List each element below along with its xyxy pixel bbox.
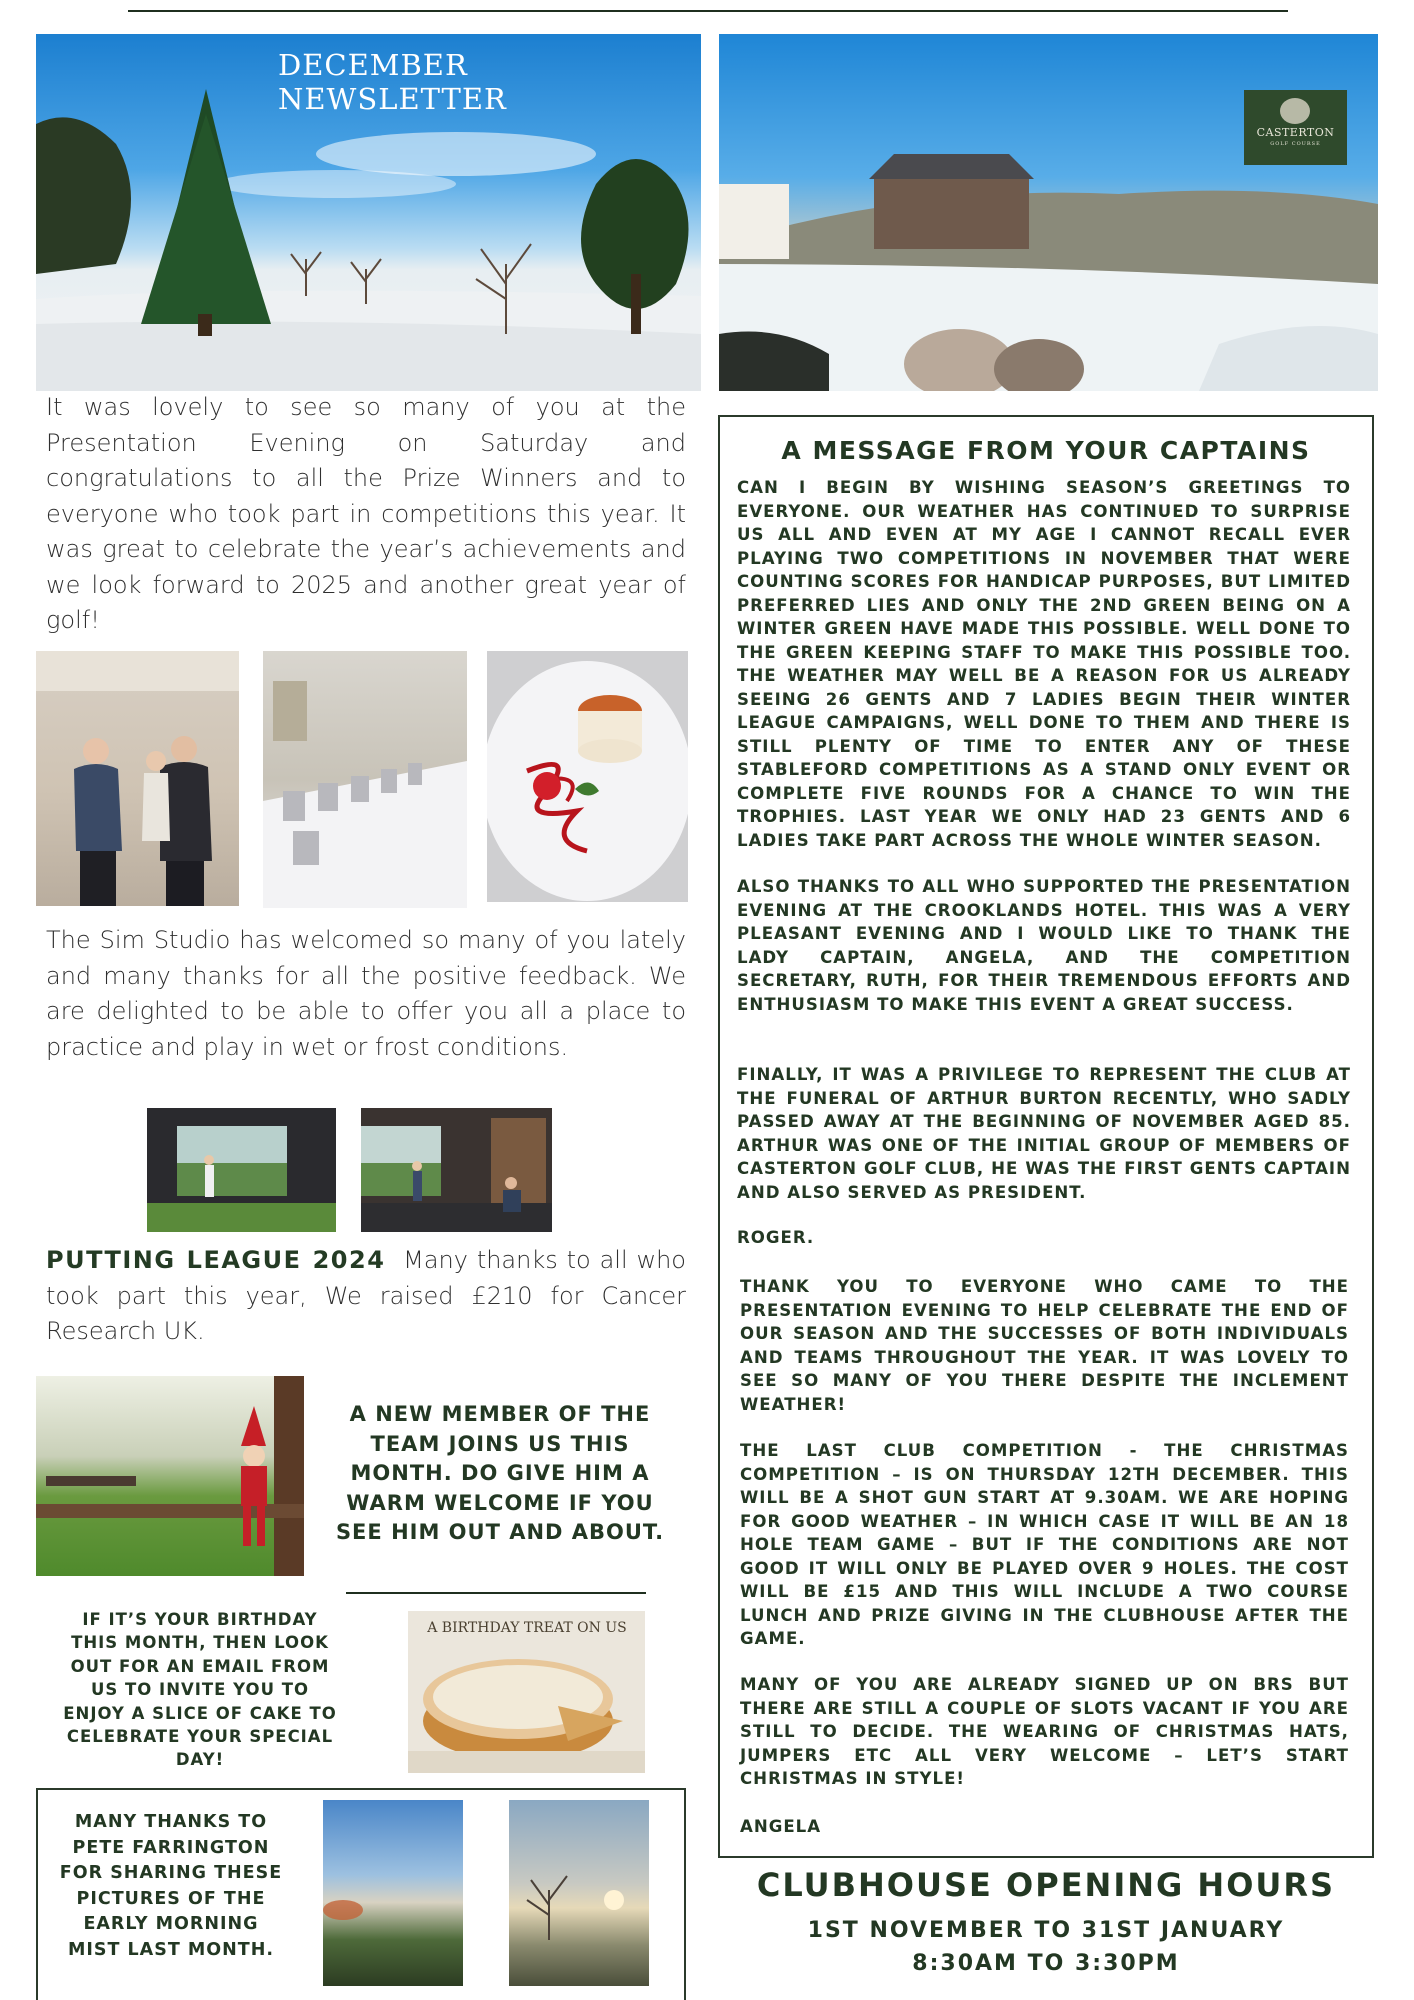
sim-studio-photo-2 <box>361 1108 552 1232</box>
top-divider <box>128 10 1288 12</box>
prize-presentation-photo <box>36 651 239 906</box>
logo-subtitle: GOLF COURSE <box>1270 141 1321 147</box>
morning-mist-photo-2 <box>509 1800 649 1986</box>
captains-para-1: CAN I BEGIN BY WISHING SEASON’S GREETINGS TO EVERYONE. OUR WEATHER HAS CONTINUED TO SURPRISE US ALL AND EVEN AT MY AGE I CANNOT RECALL EVER PLAYING TWO COMPETITIONS IN NOVEMBER THAT WERE COUNTING SCORES FOR HANDICAP PURPOSES, BUT LIMITED PREFERRED LIES AND ONLY THE 2ND GREEN BEING ON A WINTER GREEN HAVE MADE THIS POSSIBLE. WELL DONE TO THE GREEN KEEPING STAFF TO MAKE THIS POSSIBLE TOO. THE WEATHER MAY WELL BE A REASON FOR US ALREADY SEEING 26 GENTS AND 7 LADIES BEGIN THEIR WINTER LEAGUE CAMPAIGNS, WELL DONE TO THEM AND THERE IS STILL PLENTY OF TIME TO ENTER ANY OF THESE STABLEFORD COMPETITIONS AS A STAND ONLY EVENT OR COMPLETE FIVE ROUNDS FOR A CHANCE TO WIN THE TROPHIES. LAST YEAR WE ONLY HAD 23 GENTS AND 6 LADIES TAKE PART ACROSS THE WHOLE WINTER SEASON. <box>737 478 1351 850</box>
captains-title: A MESSAGE FROM YOUR CAPTAINS <box>781 436 1311 465</box>
tree-logo-icon <box>1280 98 1310 124</box>
dessert-plate-photo <box>487 651 688 902</box>
casterton-logo <box>1244 90 1347 165</box>
sim-studio-photo-1 <box>147 1108 336 1232</box>
captains-signature-angela: ANGELA <box>740 1817 822 1836</box>
opening-hours-dates: 1ST NOVEMBER TO 31ST JANUARY <box>807 1918 1285 1943</box>
captains-signature-roger: ROGER. <box>737 1228 815 1247</box>
birthday-cake-caption: A BIRTHDAY TREAT ON US <box>427 1620 627 1636</box>
putting-league-heading: PUTTING LEAGUE 2024 <box>46 1246 386 1274</box>
opening-hours-title: CLUBHOUSE OPENING HOURS <box>756 1866 1336 1904</box>
intro-paragraph: It was lovely to see so many of you at the Presentation Evening on Saturday and congratulations to all the Prize Winners and to everyone who took part in competitions this year. It was great to celebrate the year’s achievements and we look forward to 2025 and another great year of golf! <box>46 393 686 634</box>
logo-name: CASTERTON <box>1256 126 1335 139</box>
putting-league-paragraph <box>46 1243 686 1350</box>
clubhouse-frost-photo <box>719 34 1378 391</box>
morning-mist-photo-1 <box>323 1800 463 1986</box>
newsletter-title: DECEMBER NEWSLETTER <box>278 48 507 116</box>
elf-mascot-photo <box>36 1376 304 1576</box>
captains-para-4: THANK YOU TO EVERYONE WHO CAME TO THE PRESENTATION EVENING TO HELP CELEBRATE THE END OF OUR SEASON AND THE SUCCESSES OF BOTH INDIVIDUALS AND TEAMS THROUGHOUT THE YEAR. IT WAS LOVELY TO SEE SO MANY OF YOU THERE DESPITE THE INCLEMENT WEATHER! <box>740 1277 1349 1414</box>
captains-para-2: ALSO THANKS TO ALL WHO SUPPORTED THE PRESENTATION EVENING AT THE CROOKLANDS HOTEL. THIS WAS A VERY PLEASANT EVENING AND I WOULD LIKE TO THANK THE LADY CAPTAIN, ANGELA, AND THE COMPETITION SECRETARY, RUTH, FOR THEIR TREMENDOUS EFFORTS AND ENTHUSIASM TO MAKE THIS EVENT A GREAT SUCCESS. <box>737 877 1351 1014</box>
captains-para-3: FINALLY, IT WAS A PRIVILEGE TO REPRESENT THE CLUB AT THE FUNERAL OF ARTHUR BURTON RECENTLY, WHO SADLY PASSED AWAY AT THE BEGINNING OF NOVEMBER AGED 85. ARTHUR WAS ONE OF THE INITIAL GROUP OF MEMBERS OF CASTERTON GOLF CLUB, HE WAS THE FIRST GENTS CAPTAIN AND ALSO SERVED AS PRESIDENT. <box>737 1065 1351 1202</box>
putting-league-text: Many thanks to all who took part this year, We raised £210 for Cancer Research UK. <box>46 1246 686 1345</box>
captains-para-5: THE LAST CLUB COMPETITION - THE CHRISTMAS COMPETITION – IS ON THURSDAY 12TH DECEMBER. THIS WILL BE A SHOT GUN START AT 9.30AM. WE ARE HOPING FOR GOOD WEATHER – IN WHICH CASE IT WILL BE AN 18 HOLE TEAM GAME – BUT IF THE CONDITIONS ARE NOT GOOD IT WILL ONLY BE PLAYED OVER 9 HOLES. THE COST WILL BE £15 AND THIS WILL INCLUDE A TWO COURSE LUNCH AND PRIZE GIVING IN THE CLUBHOUSE AFTER THE GAME. <box>740 1441 1349 1648</box>
sim-studio-paragraph: The Sim Studio has welcomed so many of you lately and many thanks for all the positive feedback. We are delighted to be able to offer you all a place to practice and play in wet or frost conditions. <box>46 926 686 1061</box>
birthday-text: IF IT’S YOUR BIRTHDAY THIS MONTH, THEN LOOK OUT FOR AN EMAIL FROM US TO INVITE YOU TO ENJOY A SLICE OF CAKE TO CELEBRATE YOUR SPECIAL DAY! <box>63 1610 337 1770</box>
new-member-text: A NEW MEMBER OF THE TEAM JOINS US THIS MONTH. DO GIVE HIM A WARM WELCOME IF YOU SEE HIM OUT AND ABOUT. <box>335 1402 665 1544</box>
section-divider <box>346 1592 646 1594</box>
trophy-table-photo <box>263 651 467 908</box>
captains-para-6: MANY OF YOU ARE ALREADY SIGNED UP ON BRS BUT THERE ARE STILL A COUPLE OF SLOTS VACANT IF YOU ARE STILL TO DECIDE. THE WEARING OF CHRISTMAS HATS, JUMPERS ETC ALL VERY WELCOME – LET’S START CHRISTMAS IN STYLE! <box>740 1675 1349 1788</box>
opening-hours-times: 8:30AM TO 3:30PM <box>912 1951 1180 1976</box>
thanks-pete-text: MANY THANKS TO PETE FARRINGTON FOR SHARING THESE PICTURES OF THE EARLY MORNING MIST LAST MONTH. <box>59 1812 283 1960</box>
